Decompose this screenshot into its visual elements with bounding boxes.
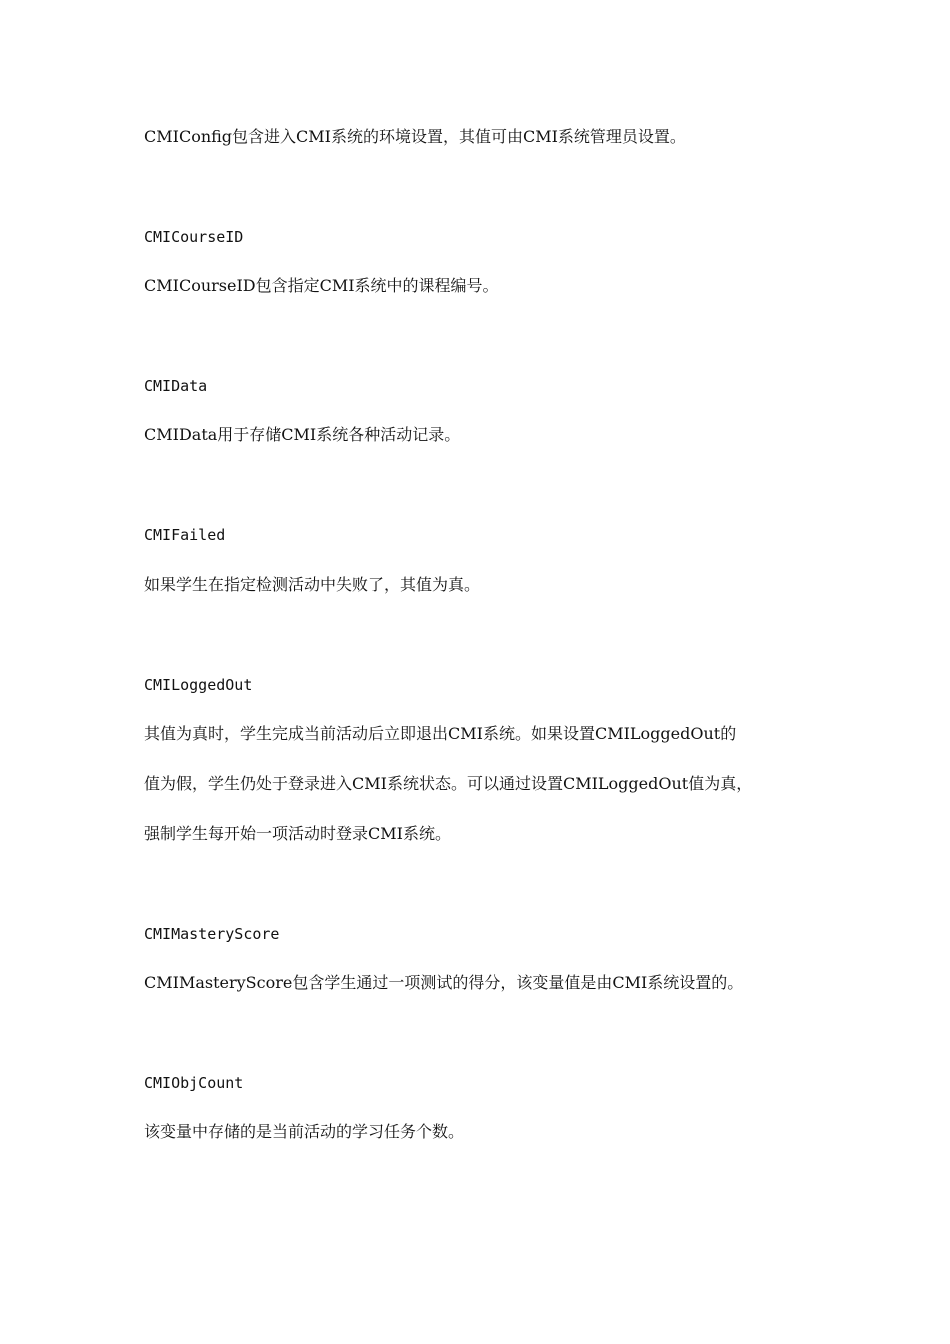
definition-cmimasteryscore: CMIMasteryScore包含学生通过一项测试的得分，该变量值是由CMI系统设置的。	[144, 973, 744, 992]
term-cmicourseid: CMICourseID	[144, 228, 244, 246]
term-cmifailed: CMIFailed	[144, 526, 226, 544]
term-cmiobjcount: CMIObjCount	[144, 1074, 244, 1092]
term-cmidata: CMIData	[144, 377, 208, 395]
term-cmiloggedout: CMILoggedOut	[144, 676, 253, 694]
definition-cmiloggedout-line-1: 其值为真时，学生完成当前活动后立即退出CMI系统。如果设置CMILoggedOut的	[144, 724, 737, 743]
definition-cmicourseid: CMICourseID包含指定CMI系统中的课程编号。	[144, 276, 499, 295]
definition-cmifailed: 如果学生在指定检测活动中失败了，其值为真。	[144, 575, 481, 594]
definition-cmiloggedout-line-2: 值为假，学生仍处于登录进入CMI系统状态。可以通过设置CMILoggedOut值为真，	[144, 774, 753, 793]
term-cmimasteryscore: CMIMasteryScore	[144, 925, 280, 943]
definition-cmidata: CMIData用于存储CMI系统各种活动记录。	[144, 425, 461, 444]
definition-cmiobjcount: 该变量中存储的是当前活动的学习任务个数。	[144, 1122, 465, 1141]
definition-cmiconfig: CMIConfig包含进入CMI系统的环境设置，其值可由CMI系统管理员设置。	[144, 127, 686, 146]
definition-cmiloggedout-line-3: 强制学生每开始一项活动时登录CMI系统。	[144, 824, 451, 843]
